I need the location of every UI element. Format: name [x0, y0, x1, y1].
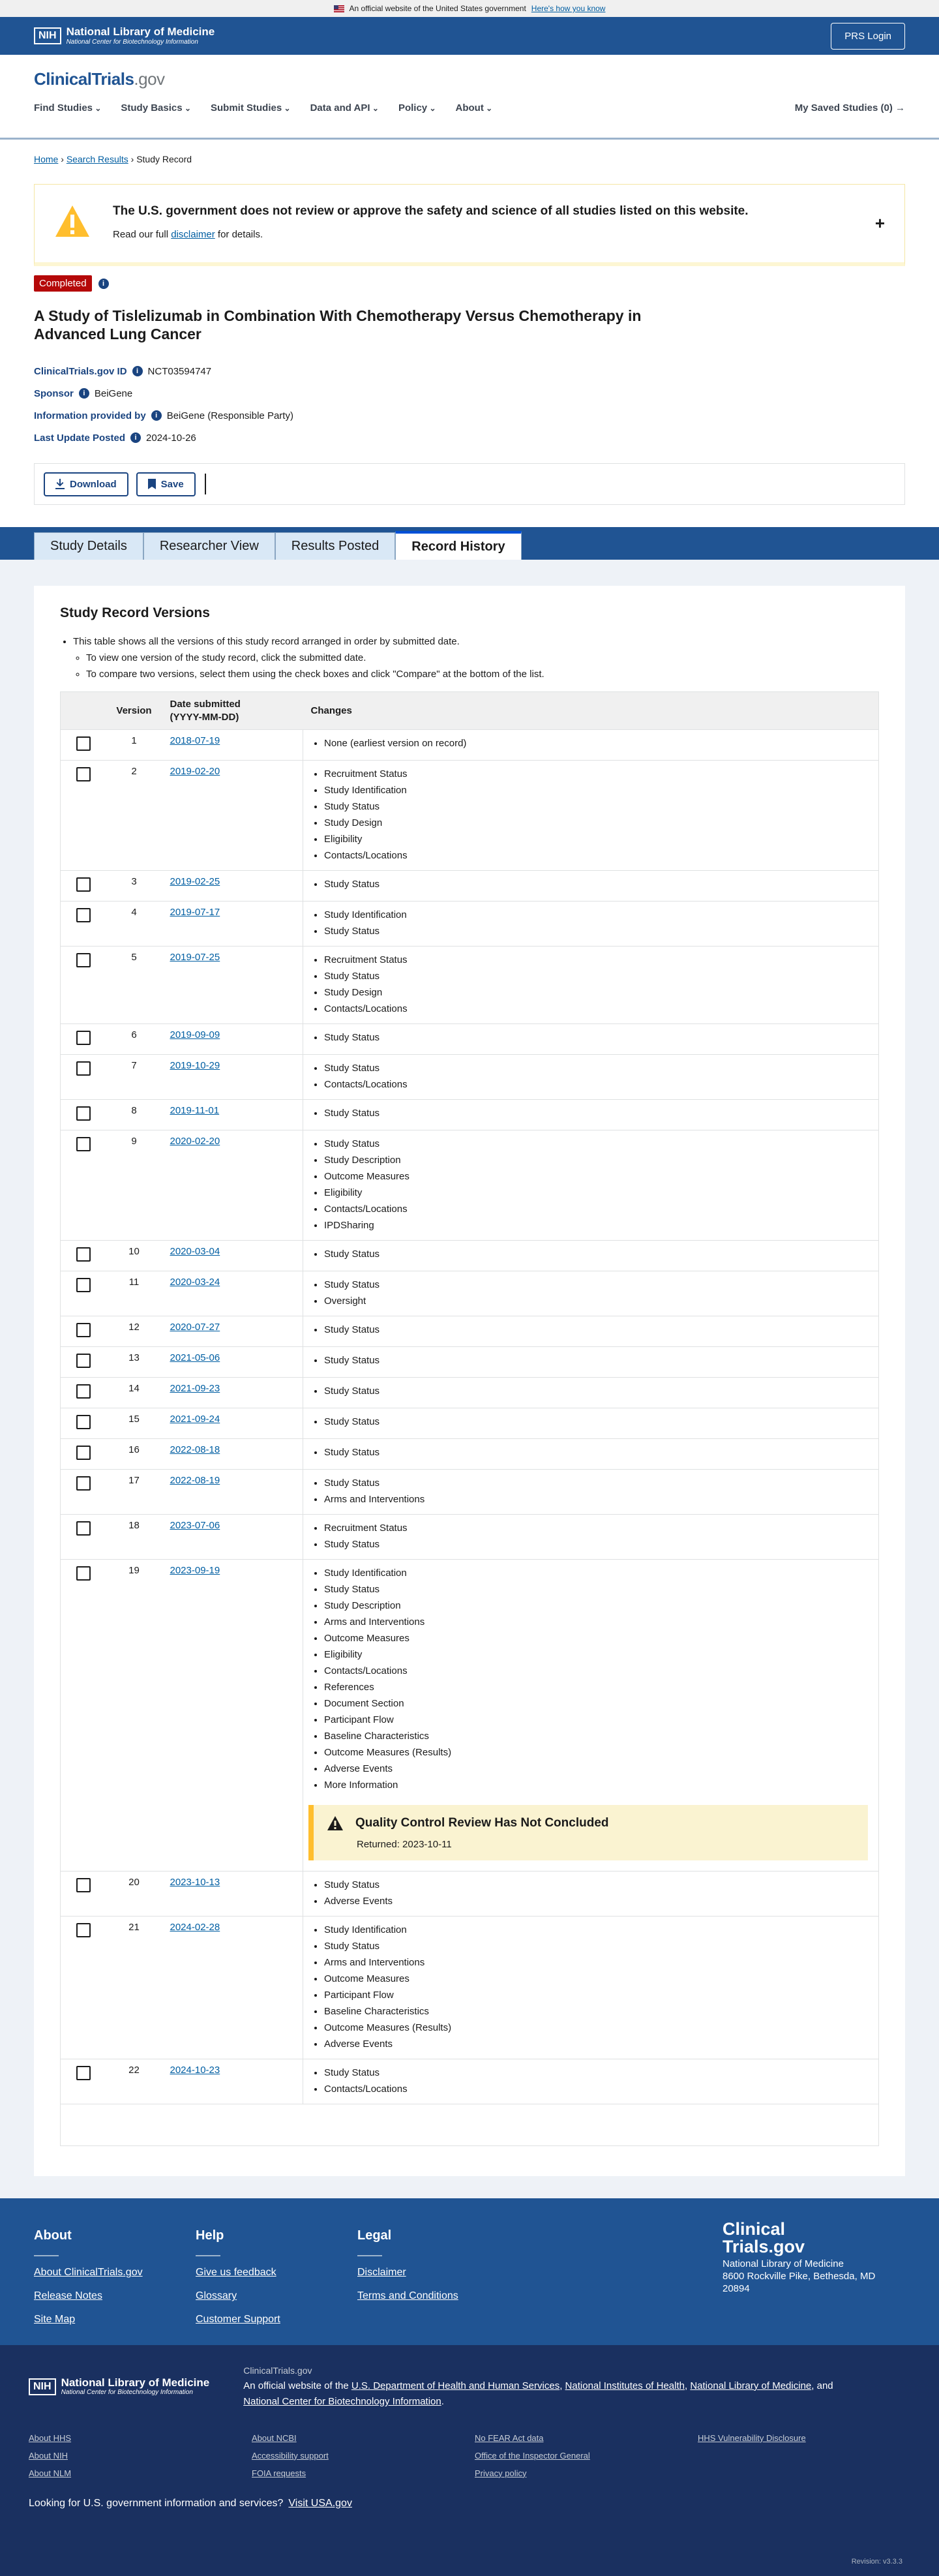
breadcrumb: Home › Search Results › Study Record: [34, 154, 192, 164]
version-checkbox[interactable]: [76, 1415, 91, 1429]
footer-link[interactable]: Terms and Conditions: [357, 2290, 458, 2302]
change-item: • Recruitment Status: [324, 1520, 871, 1536]
version-checkbox[interactable]: [76, 736, 91, 751]
version-checkbox[interactable]: [76, 1521, 91, 1536]
version-date-link[interactable]: 2024-02-28: [170, 1922, 220, 1933]
warning-icon: [54, 204, 91, 238]
nlm-link[interactable]: National Library of Medicine: [690, 2380, 812, 2391]
version-date-link[interactable]: 2021-09-24: [170, 1414, 220, 1425]
version-date-link[interactable]: 2018-07-19: [170, 735, 220, 747]
study-tabs: [0, 527, 939, 560]
version-date-link[interactable]: 2021-05-06: [170, 1352, 220, 1364]
disclaimer-link[interactable]: disclaimer: [171, 229, 215, 240]
info-provided-value: BeiGene (Responsible Party): [166, 410, 293, 421]
table-row: [61, 730, 879, 761]
changes-list: [311, 1877, 871, 1909]
tab-record-history[interactable]: Record History: [395, 531, 521, 560]
version-date-link[interactable]: 2023-07-06: [170, 1520, 220, 1532]
nlm-subtitle: National Center for Biotechnology Information: [66, 38, 198, 46]
info-icon[interactable]: i: [79, 388, 89, 399]
footer-link[interactable]: Privacy policy: [475, 2468, 527, 2478]
changes-list: [311, 1565, 871, 1793]
instructions: • This table shows all the versions of this study record arranged in order by submitted date. ◦ To view one version of the study record, click the submitted date. ◦ To compare two versions, select them using the check boxes and click "Compare" at the bottom of the list.: [60, 634, 879, 682]
change-item: • Contacts/Locations: [324, 1001, 871, 1017]
record-history-card: [34, 586, 905, 2176]
changes-list: [311, 1922, 871, 2052]
status-badge: Completed: [34, 275, 92, 292]
change-item: • Oversight: [324, 1293, 871, 1309]
version-checkbox[interactable]: [76, 1923, 91, 1937]
change-item: • Study Status: [324, 1246, 871, 1262]
last-update-label: Last Update Posted: [34, 432, 126, 444]
info-icon[interactable]: i: [151, 410, 162, 421]
gov-banner: [0, 0, 939, 17]
version-checkbox[interactable]: [76, 1323, 91, 1337]
changes-list: [311, 1414, 871, 1430]
footer-address: Clinical Trials.gov National Library of Medicine 8600 Rockville Pike, Bethesda, MD 20894: [723, 2219, 876, 2294]
version-date-link[interactable]: 2020-03-24: [170, 1277, 220, 1288]
site-header: [0, 55, 939, 140]
footer-link[interactable]: Give us feedback: [196, 2267, 276, 2279]
changes-list: [311, 1322, 871, 1338]
version-checkbox[interactable]: [76, 1566, 91, 1581]
table-row: [61, 1560, 879, 1871]
footer-legal: Legal Disclaimer Terms and Conditions: [357, 2228, 458, 2302]
change-item: • Eligibility: [324, 831, 871, 847]
change-item: • Study Identification: [324, 1922, 871, 1938]
changes-list: [311, 1029, 871, 1046]
main-nav: [34, 102, 905, 114]
version-number: 2: [106, 761, 162, 871]
change-item: • Arms and Interventions: [324, 1954, 871, 1971]
usa-gov-line: Looking for U.S. government information and services? Visit USA.gov: [29, 2497, 352, 2509]
version-number: 8: [106, 1100, 162, 1130]
version-number: 10: [106, 1241, 162, 1271]
change-item: • None (earliest version on record): [324, 735, 871, 751]
table-row: [61, 1378, 879, 1408]
study-meta: [34, 360, 905, 449]
changes-list: [311, 1475, 871, 1508]
footer-link[interactable]: About NIH: [29, 2450, 68, 2461]
version-checkbox[interactable]: [76, 953, 91, 967]
sponsor-value: BeiGene: [94, 387, 133, 399]
version-number: 21: [106, 1917, 162, 2059]
changes-list: [311, 1352, 871, 1369]
date-header: Date submitted (YYYY-MM-DD): [170, 699, 241, 723]
version-number: 5: [106, 947, 162, 1024]
footer-brand: Clinical Trials.gov: [723, 2219, 805, 2257]
footer-link[interactable]: About NLM: [29, 2468, 72, 2478]
id-label: ClinicalTrials.gov ID: [34, 365, 127, 377]
footer-link[interactable]: Disclaimer: [357, 2267, 406, 2279]
warning-icon: [327, 1815, 344, 1831]
disclaimer-alert: [34, 184, 905, 266]
footer-link[interactable]: About ClinicalTrials.gov: [34, 2267, 143, 2279]
version-date-link[interactable]: 2019-07-25: [170, 952, 220, 963]
footer-link[interactable]: HHS Vulnerability Disclosure: [698, 2432, 806, 2443]
version-checkbox[interactable]: [76, 1031, 91, 1045]
table-row: [61, 1241, 879, 1271]
version-number: 3: [106, 871, 162, 902]
nlm-title: National Library of Medicine: [66, 25, 215, 38]
table-row: [61, 1271, 879, 1316]
version-checkbox[interactable]: [76, 1278, 91, 1292]
version-checkbox[interactable]: [76, 877, 91, 892]
version-number: 1: [106, 730, 162, 761]
version-date-link[interactable]: 2023-10-13: [170, 1877, 220, 1888]
footer-link[interactable]: About HHS: [29, 2432, 72, 2443]
info-icon[interactable]: i: [98, 279, 109, 289]
site-footer: [0, 2198, 939, 2345]
hhs-link[interactable]: U.S. Department of Health and Human Services: [351, 2380, 560, 2391]
site-logo[interactable]: ClinicalTrials.gov: [34, 69, 165, 89]
nih-link[interactable]: National Institutes of Health: [565, 2380, 685, 2391]
change-item: • Study Status: [324, 1877, 871, 1893]
version-date-link[interactable]: 2019-11-01: [170, 1105, 220, 1117]
table-row: [61, 1347, 879, 1378]
expand-icon[interactable]: +: [874, 213, 885, 233]
change-item: • Outcome Measures (Results): [324, 2020, 871, 2036]
version-number: 7: [106, 1055, 162, 1100]
info-icon[interactable]: i: [130, 432, 141, 443]
version-date-link[interactable]: 2024-10-23: [170, 2065, 220, 2076]
table-row: [61, 1408, 879, 1439]
changes-list: [311, 735, 871, 751]
table-row: [61, 1055, 879, 1100]
version-date-link[interactable]: 2019-02-20: [170, 766, 220, 778]
table-row: [61, 761, 879, 871]
version-date-link[interactable]: 2020-02-20: [170, 1136, 220, 1147]
version-checkbox[interactable]: [76, 908, 91, 922]
version-number: 22: [106, 2059, 162, 2104]
footer-link[interactable]: Office of the Inspector General: [475, 2450, 590, 2461]
change-item: • Eligibility: [324, 1185, 871, 1201]
change-item: • Recruitment Status: [324, 952, 871, 968]
changes-list: [311, 1520, 871, 1553]
study-id: NCT03594747: [147, 365, 212, 377]
action-bar: [34, 463, 905, 505]
change-item: • Participant Flow: [324, 1712, 871, 1728]
change-item: • More Information: [324, 1777, 871, 1793]
change-item: • Adverse Events: [324, 1761, 871, 1777]
change-item: • Study Status: [324, 1536, 871, 1553]
us-flag-icon: [334, 5, 344, 12]
breadcrumb-home[interactable]: Home: [34, 154, 59, 164]
version-number: 18: [106, 1515, 162, 1560]
tab-researcher-view[interactable]: Researcher View: [143, 532, 275, 560]
alert-heading: The U.S. government does not review or approve the safety and science of all studies listed on this website.: [113, 204, 749, 218]
change-item: • Arms and Interventions: [324, 1491, 871, 1508]
change-item: • Arms and Interventions: [324, 1614, 871, 1630]
version-checkbox[interactable]: [76, 767, 91, 781]
change-item: • Contacts/Locations: [324, 847, 871, 864]
version-date-link[interactable]: 2019-09-09: [170, 1029, 220, 1041]
table-row: [61, 1130, 879, 1241]
table-row: [61, 1439, 879, 1470]
change-item: • Study Identification: [324, 907, 871, 923]
change-item: • Study Status: [324, 1444, 871, 1461]
version-checkbox[interactable]: [76, 1878, 91, 1892]
change-item: • Study Status: [324, 876, 871, 892]
change-item: • Baseline Characteristics: [324, 1728, 871, 1744]
official-website-text: ClinicalTrials.gov An official website of the U.S. Department of Health and Human Services, National Institutes of Health, National Library of Medicine, and National Center for Biotechnology Information.: [243, 2365, 833, 2407]
nav-about[interactable]: About ⌄: [456, 102, 493, 114]
version-checkbox[interactable]: [76, 2066, 91, 2080]
change-item: • Outcome Measures: [324, 1630, 871, 1646]
version-number: 6: [106, 1024, 162, 1055]
change-item: • Study Description: [324, 1152, 871, 1168]
changes-list: [311, 1136, 871, 1234]
table-row: [61, 1917, 879, 2059]
changes-list: [311, 876, 871, 892]
change-item: • Adverse Events: [324, 1893, 871, 1909]
change-item: • Study Status: [324, 1352, 871, 1369]
change-item: • Study Status: [324, 1414, 871, 1430]
saved-studies-link[interactable]: My Saved Studies (0) →: [794, 102, 905, 114]
change-item: • Study Status: [324, 968, 871, 984]
change-item: • Adverse Events: [324, 2036, 871, 2052]
prs-login-button[interactable]: PRS Login: [831, 23, 905, 50]
change-item: • Contacts/Locations: [324, 1076, 871, 1093]
bookmark-icon: [148, 479, 156, 489]
qc-returned: Returned: 2023-10-11: [357, 1839, 452, 1851]
changes-list: [311, 766, 871, 864]
changes-list: [311, 1246, 871, 1262]
download-button[interactable]: Download: [44, 472, 128, 496]
nav-submit-studies[interactable]: Submit Studies ⌄: [211, 102, 291, 114]
version-number: 14: [106, 1378, 162, 1408]
version-checkbox[interactable]: [76, 1384, 91, 1399]
version-number: 15: [106, 1408, 162, 1439]
table-row: [61, 1470, 879, 1515]
change-item: • References: [324, 1679, 871, 1695]
versions-table: [60, 691, 879, 2146]
version-date-link[interactable]: 2019-07-17: [170, 907, 220, 918]
change-item: • Study Status: [324, 2065, 871, 2081]
change-item: • Contacts/Locations: [324, 1201, 871, 1217]
changes-list: [311, 2065, 871, 2097]
version-checkbox[interactable]: [76, 1354, 91, 1368]
change-item: • Study Status: [324, 923, 871, 939]
heres-how-you-know-link[interactable]: Here's how you know: [531, 4, 606, 13]
version-checkbox[interactable]: [76, 1247, 91, 1262]
version-checkbox[interactable]: [76, 1476, 91, 1491]
footer-about: About About ClinicalTrials.gov Release Notes Site Map: [34, 2228, 143, 2326]
change-item: • Study Status: [324, 1938, 871, 1954]
last-update-value: 2024-10-26: [146, 432, 196, 444]
footer-link[interactable]: Accessibility support: [252, 2450, 329, 2461]
change-item: • Outcome Measures: [324, 1168, 871, 1185]
changes-list: [311, 1444, 871, 1461]
select-header: [61, 692, 106, 730]
version-checkbox[interactable]: [76, 1446, 91, 1460]
change-item: • Study Status: [324, 1060, 871, 1076]
nlm-bar: [0, 17, 939, 55]
study-title: A Study of Tislelizumab in Combination With Chemotherapy Versus Chemotherapy in Advanced Lung Cancer: [34, 307, 642, 342]
version-number: 20: [106, 1871, 162, 1917]
change-item: • Study Status: [324, 1136, 871, 1152]
change-item: • Recruitment Status: [324, 766, 871, 782]
change-item: • Study Design: [324, 984, 871, 1001]
section-heading: Study Record Versions: [60, 605, 210, 621]
info-icon[interactable]: i: [132, 366, 143, 376]
table-row: [61, 1871, 879, 1917]
change-item: • Study Description: [324, 1598, 871, 1614]
change-item: • Eligibility: [324, 1646, 871, 1663]
version-checkbox[interactable]: [76, 1106, 91, 1121]
footer-link[interactable]: No FEAR Act data: [475, 2432, 544, 2443]
version-date-link[interactable]: 2022-08-18: [170, 1444, 220, 1456]
nih-logo-icon: NIH: [34, 27, 61, 44]
table-row: [61, 902, 879, 947]
footer-link[interactable]: FOIA requests: [252, 2468, 306, 2478]
changes-list: [311, 1383, 871, 1399]
table-row: [61, 1024, 879, 1055]
version-number: 9: [106, 1130, 162, 1241]
footer-utility-links: [29, 2433, 910, 2478]
footer-help: Help Give us feedback Glossary Customer Support: [196, 2228, 280, 2326]
change-item: • Outcome Measures (Results): [324, 1744, 871, 1761]
table-row: [61, 947, 879, 1024]
change-item: • Study Status: [324, 1383, 871, 1399]
qc-title: Quality Control Review Has Not Concluded: [355, 1816, 609, 1830]
change-item: • Contacts/Locations: [324, 2081, 871, 2097]
version-number: 17: [106, 1470, 162, 1515]
version-number: 4: [106, 902, 162, 947]
changes-list: [311, 1060, 871, 1093]
nih-logo-icon: NIH: [29, 2378, 56, 2395]
qc-notice: [308, 1805, 868, 1860]
version-number: 11: [106, 1271, 162, 1316]
change-item: • Study Status: [324, 1277, 871, 1293]
usa-gov-link[interactable]: Visit USA.gov: [288, 2497, 352, 2509]
footer-link[interactable]: About NCBI: [252, 2432, 297, 2443]
change-item: • Document Section: [324, 1695, 871, 1712]
change-item: • IPDSharing: [324, 1217, 871, 1234]
change-item: • Study Status: [324, 1475, 871, 1491]
table-footer: [61, 2104, 879, 2146]
change-item: • Study Identification: [324, 1565, 871, 1581]
nav-policy[interactable]: Policy ⌄: [398, 102, 436, 114]
nav-find-studies[interactable]: Find Studies ⌄: [34, 102, 101, 114]
version-number: 19: [106, 1560, 162, 1871]
changes-list: [311, 907, 871, 939]
changes-list: [311, 1105, 871, 1121]
version-date-link[interactable]: 2019-02-25: [170, 876, 220, 888]
change-item: • Participant Flow: [324, 1987, 871, 2003]
nlm-logo[interactable]: [34, 26, 215, 46]
version-date-link[interactable]: 2019-10-29: [170, 1060, 220, 1072]
version-date-link[interactable]: 2021-09-23: [170, 1383, 220, 1395]
tab-results-posted[interactable]: Results Posted: [275, 532, 396, 560]
table-row: [61, 1316, 879, 1347]
version-date-link[interactable]: 2023-09-19: [170, 1565, 220, 1577]
breadcrumb-search-results[interactable]: Search Results: [66, 154, 128, 164]
footer-link[interactable]: Customer Support: [196, 2314, 280, 2326]
info-provided-label: Information provided by: [34, 410, 146, 421]
change-item: • Study Status: [324, 1322, 871, 1338]
nav-study-basics[interactable]: Study Basics ⌄: [121, 102, 191, 114]
download-icon: [55, 479, 65, 489]
change-item: • Baseline Characteristics: [324, 2003, 871, 2020]
breadcrumb-current: Study Record: [136, 154, 192, 164]
version-checkbox[interactable]: [76, 1137, 91, 1151]
footer-link[interactable]: Site Map: [34, 2314, 76, 2326]
change-item: • Study Status: [324, 798, 871, 815]
changes-header: Changes: [310, 705, 352, 717]
nlm-footer-logo[interactable]: NIH National Library of Medicine National Center for Biotechnology Information: [29, 2363, 209, 2409]
version-number: 16: [106, 1439, 162, 1470]
table-row: [61, 871, 879, 902]
version-date-link[interactable]: 2022-08-19: [170, 1475, 220, 1487]
revision-text: Revision: v3.3.3: [851, 2558, 902, 2566]
version-date-link[interactable]: 2020-07-27: [170, 1322, 220, 1333]
table-row: [61, 1100, 879, 1130]
change-item: • Study Design: [324, 815, 871, 831]
nlm-footer: [0, 2345, 939, 2576]
alert-body: Read our full disclaimer for details.: [113, 229, 263, 240]
change-item: • Study Identification: [324, 782, 871, 798]
change-item: • Contacts/Locations: [324, 1663, 871, 1679]
footer-link[interactable]: Release Notes: [34, 2290, 102, 2302]
version-checkbox[interactable]: [76, 1061, 91, 1076]
save-button[interactable]: Save: [136, 472, 196, 496]
divider: [205, 474, 206, 494]
changes-list: [311, 952, 871, 1017]
change-item: • Study Status: [324, 1581, 871, 1598]
change-item: • Outcome Measures: [324, 1971, 871, 1987]
version-date-link[interactable]: 2020-03-04: [170, 1246, 220, 1258]
footer-link[interactable]: Glossary: [196, 2290, 237, 2302]
change-item: • Study Status: [324, 1105, 871, 1121]
nav-data-api[interactable]: Data and API ⌄: [310, 102, 379, 114]
changes-list: [311, 1277, 871, 1309]
gov-banner-text: An official website of the United States government: [349, 4, 526, 13]
version-number: 12: [106, 1316, 162, 1347]
table-row: [61, 2059, 879, 2104]
sponsor-label: Sponsor: [34, 387, 74, 399]
ncbi-link[interactable]: National Center for Biotechnology Information: [243, 2395, 441, 2407]
change-item: • Study Status: [324, 1029, 871, 1046]
tab-study-details[interactable]: Study Details: [34, 532, 143, 560]
version-number: 13: [106, 1347, 162, 1378]
table-row: [61, 1515, 879, 1560]
version-header: Version: [116, 705, 152, 717]
